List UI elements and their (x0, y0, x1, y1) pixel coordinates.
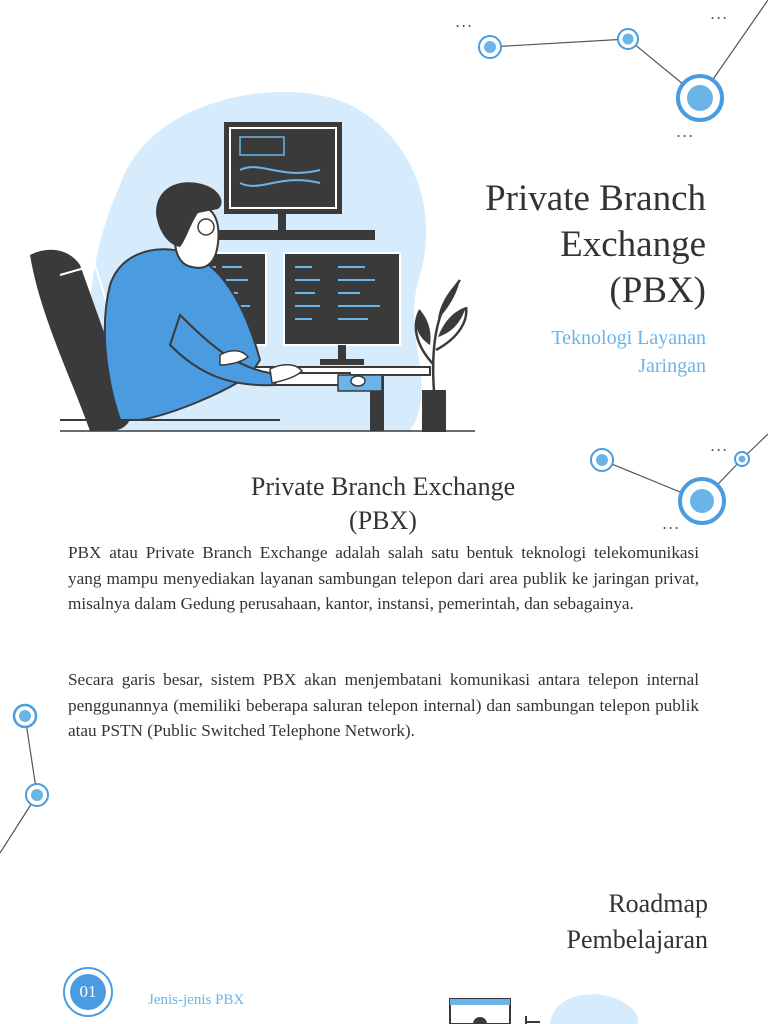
paragraph-overview: Secara garis besar, sistem PBX akan menjembatani komunikasi antara telepon internal penggunannya (memiliki beberapa saluran telepon internal) dan sambungan telepon publik atau PSTN (Public Switched Telephone Network). (68, 670, 699, 740)
paragraph-definition: PBX atau Private Branch Exchange adalah salah satu bentuk teknologi telekomunikasi yang mampu menyediakan layanan sambungan telepon dari area publik ke jaringan privat, misalnya dalam Gedung perusahaan, kantor, instansi, pemerintah, dan sebagainya. (68, 543, 699, 613)
roadmap-title-line: Pembelajaran (566, 925, 708, 954)
hero-subtitle-line: Teknologi Layanan (551, 327, 706, 349)
section-title-line: (PBX) (349, 506, 417, 535)
ellipsis-decoration: ... (710, 4, 729, 23)
ellipsis-decoration: ... (710, 436, 729, 455)
roadmap-step-label: Jenis-jenis PBX (148, 992, 245, 1008)
hero-title-line: Exchange (560, 224, 706, 265)
roadmap-step-number: 01 (70, 974, 106, 1010)
roadmap-title-line: Roadmap (608, 889, 708, 918)
hero-title (406, 176, 706, 314)
section-title-line: Private Branch Exchange (250, 472, 516, 501)
hero-title-line: (PBX) (609, 270, 706, 311)
ellipsis-decoration: ... (662, 514, 681, 533)
ellipsis-decoration: ... (455, 12, 474, 31)
ellipsis-decoration: ... (676, 122, 695, 141)
network-decoration-left (0, 698, 60, 858)
section-title (150, 470, 616, 538)
hero-subtitle (446, 324, 706, 380)
hero-subtitle-line: Jaringan (638, 355, 706, 377)
roadmap-title (448, 886, 708, 958)
roadmap-step-number-badge (63, 967, 113, 1017)
illustration-bottom-partial (440, 990, 660, 1024)
hero-title-line: Private Branch (485, 178, 706, 219)
